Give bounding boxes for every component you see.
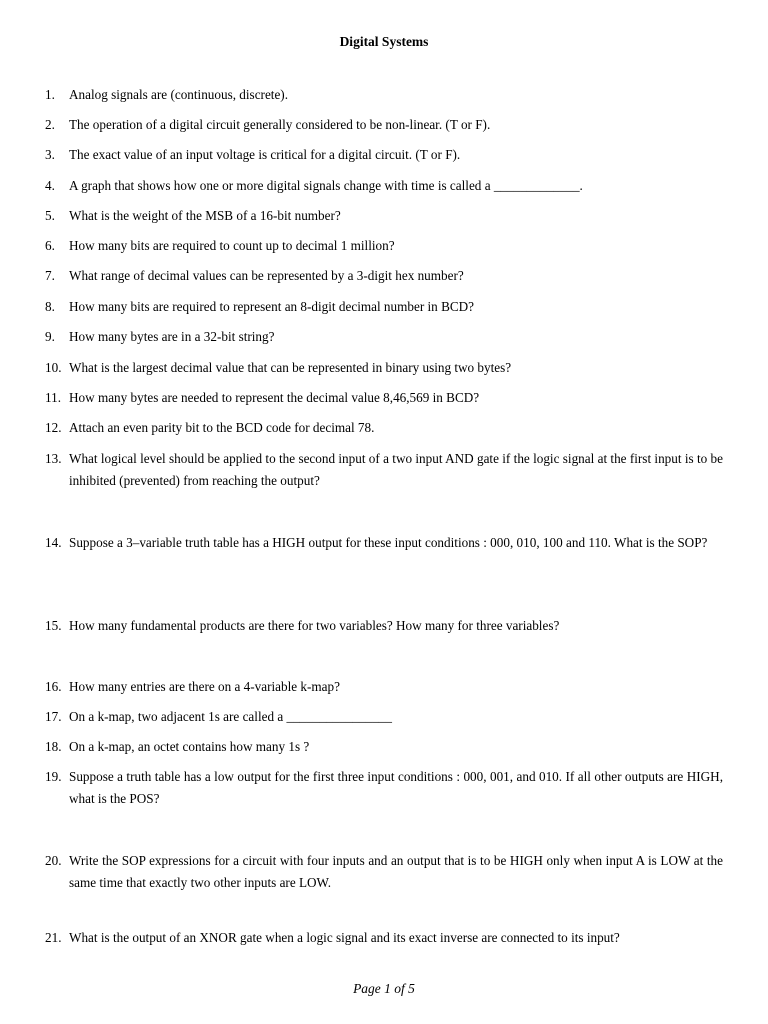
question-number: 21. (45, 930, 62, 945)
question-text: Suppose a truth table has a low output for the first three input conditions : 000, 001, and 010. If all other outputs are HIGH, what is the POS? (69, 769, 723, 806)
question-number: 14. (45, 535, 62, 550)
question-9 (45, 326, 723, 348)
page-footer: Page 1 of 5 (353, 981, 415, 996)
document-title: Digital Systems (339, 34, 429, 49)
question-number: 6. (45, 238, 55, 253)
question-text: The operation of a digital circuit generally considered to be non-linear. (T or F). (69, 117, 491, 132)
question-text: How many bytes are in a 32-bit string? (69, 329, 275, 344)
question-text: How many bytes are needed to represent the decimal value 8,46,569 in BCD? (69, 390, 480, 405)
question-1 (45, 84, 723, 106)
question-15 (45, 615, 723, 637)
question-text: What logical level should be applied to the second input of a two input AND gate if the logic signal at the first input is to be inhibited (prevented) from reaching the output? (69, 451, 723, 488)
question-12 (45, 417, 723, 439)
question-text: Attach an even parity bit to the BCD code for decimal 78. (69, 420, 375, 435)
question-number: 16. (45, 679, 62, 694)
question-number: 19. (45, 769, 62, 784)
question-number: 2. (45, 117, 55, 132)
question-number: 15. (45, 618, 62, 633)
question-text: What is the largest decimal value that can be represented in binary using two bytes? (69, 360, 512, 375)
question-number: 4. (45, 178, 55, 193)
question-13 (45, 448, 723, 492)
question-text: The exact value of an input voltage is critical for a digital circuit. (T or F). (69, 147, 461, 162)
question-21 (45, 927, 723, 949)
question-text: On a k-map, an octet contains how many 1s ? (69, 739, 310, 754)
question-text: On a k-map, two adjacent 1s are called a ________________ (69, 709, 392, 724)
question-number: 13. (45, 451, 62, 466)
question-2 (45, 114, 723, 136)
question-number: 3. (45, 147, 55, 162)
question-5 (45, 205, 723, 227)
question-text: Write the SOP expressions for a circuit with four inputs and an output that is to be HIGH only when input A is LOW at the same time that exactly two other inputs are LOW. (69, 853, 723, 890)
question-text: A graph that shows how one or more digital signals change with time is called a _____________. (69, 178, 583, 193)
question-text: How many entries are there on a 4-variable k-map? (69, 679, 340, 694)
question-8 (45, 296, 723, 318)
question-text: What is the output of an XNOR gate when a logic signal and its exact inverse are connected to its input? (69, 930, 620, 945)
question-7 (45, 265, 723, 287)
question-text: How many bits are required to count up to decimal 1 million? (69, 238, 395, 253)
question-text: What is the weight of the MSB of a 16-bit number? (69, 208, 341, 223)
question-11 (45, 387, 723, 409)
question-number: 7. (45, 268, 55, 283)
question-text: Suppose a 3–variable truth table has a HIGH output for these input conditions : 000, 010, 100 and 110. What is the SOP? (69, 535, 708, 550)
question-16 (45, 676, 723, 698)
question-number: 18. (45, 739, 62, 754)
question-text: What range of decimal values can be represented by a 3-digit hex number? (69, 268, 464, 283)
question-number: 17. (45, 709, 62, 724)
question-number: 11. (45, 390, 61, 405)
question-number: 9. (45, 329, 55, 344)
question-17 (45, 706, 723, 728)
question-number: 10. (45, 360, 62, 375)
question-number: 8. (45, 299, 55, 314)
question-6 (45, 235, 723, 257)
question-text: How many fundamental products are there for two variables? How many for three variables? (69, 618, 560, 633)
question-number: 5. (45, 208, 55, 223)
question-19 (45, 766, 723, 810)
question-20 (45, 850, 723, 894)
question-text: How many bits are required to represent an 8-digit decimal number in BCD? (69, 299, 475, 314)
question-3 (45, 144, 723, 166)
question-14 (45, 532, 723, 554)
question-18 (45, 736, 723, 758)
question-text: Analog signals are (continuous, discrete). (69, 87, 288, 102)
question-number: 12. (45, 420, 62, 435)
question-10 (45, 357, 723, 379)
question-number: 20. (45, 853, 62, 868)
question-4 (45, 175, 723, 197)
question-number: 1. (45, 87, 55, 102)
